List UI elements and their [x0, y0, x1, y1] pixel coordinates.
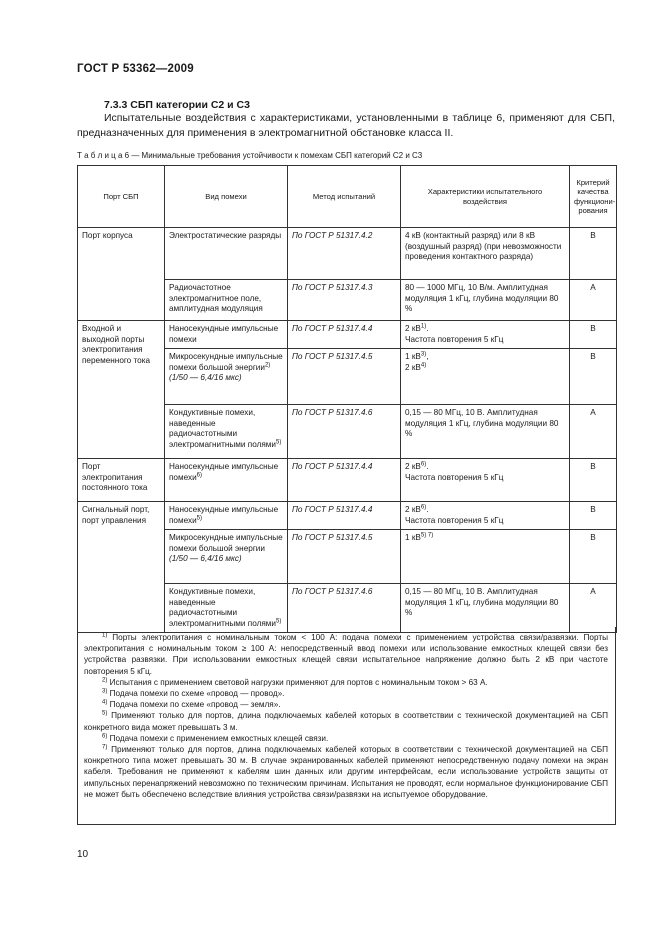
section-title: 7.3.3 СБП категории С2 и С3: [104, 99, 250, 111]
port-cell: Сигнальный порт, порт управления: [78, 502, 165, 633]
requirements-table: [77, 165, 617, 633]
criterion-cell: В: [570, 502, 617, 530]
footnote-ref: 6): [420, 504, 427, 511]
characteristics-cell: 80 — 1000 МГц, 10 В/м. Амплитудная модуляция 1 кГц, глубина модуляции 80 %: [401, 280, 570, 321]
type-text: Кондуктивные помехи, наведенные радиочастотными электромагнитными полями: [169, 408, 276, 449]
criterion-cell: В: [570, 530, 617, 584]
footnote-mark: 7): [102, 744, 108, 751]
footnote-text: Применяют только для портов, длина подключаемых кабелей которых в соответствии с технической документацией на СБП конкретного типа может превышать 30 м. В случае экранированных кабелей применяют непосредственную подачу помехи на экран кабеля. Требования не применяют к кабелям шин данных или другим интерфейсам, если использование устройств защиты от импульсных перенапряжений невозможно по техническим причинам. Испытания не проводят, если нормальное функционирование СБП не может быть обеспечено вследствие влияния устройства связи/развязки на испытуемое оборудование.: [84, 745, 608, 799]
header-method: Метод испытаний: [288, 166, 401, 228]
footnote-ref: 4): [420, 361, 427, 368]
table-row: [78, 321, 617, 349]
interference-type-cell: [165, 405, 288, 459]
test-level: 2 кВ: [405, 362, 421, 372]
characteristics-cell: 2 $кВ^{6)}$. Частота повторения 5 кГц: [401, 502, 570, 530]
criterion-cell: А: [570, 405, 617, 459]
characteristics-cell: [401, 530, 570, 584]
type-text: Наносекундные импульсные помехи: [169, 505, 279, 525]
intro-paragraph: Испытательные воздействия с характеристиками, установленными в таблице 6, применяют для СБП, предназначенных для применения в электромагнитной обстановке класса II.: [77, 112, 615, 139]
pulse-shape: (1/50 — 6,4/16 мкс): [169, 373, 242, 382]
method-cell: По ГОСТ Р 51317.4.3: [288, 280, 401, 321]
footnote-ref: 5): [275, 438, 282, 445]
footnote-mark: 2): [102, 677, 108, 684]
footnote-mark: 3): [102, 688, 108, 695]
table-header-row: [78, 166, 617, 228]
footnote-text: Подача помехи с применением емкостных клещей связи.: [109, 733, 329, 743]
criterion-cell: В: [570, 349, 617, 405]
criterion-cell: А: [570, 584, 617, 633]
characteristics-cell: 1 $кВ^{3)}$, 2 $кВ^{4)}$: [401, 349, 570, 405]
footnote-ref: 5) 7): [420, 532, 434, 539]
characteristics-cell: 2 $кВ^{6)}$. Частота повторения 5 кГц: [401, 459, 570, 502]
footnote-ref: 1): [420, 323, 427, 330]
footnote-ref: 6): [196, 471, 203, 478]
test-level: 1 кВ: [405, 533, 421, 542]
footnote: [84, 699, 608, 710]
interference-type-cell: Электростатические разряды: [165, 228, 288, 280]
footnote: [84, 677, 608, 688]
method-cell: По ГОСТ Р 51317.4.5: [288, 530, 401, 584]
port-cell: Входной и выходной порты электропитания переменного тока: [78, 321, 165, 459]
type-text: Микросекундные импульсные помехи большой энергии: [169, 533, 283, 553]
port-cell: Порт электропитания постоянного тока: [78, 459, 165, 502]
table-row: [78, 459, 617, 502]
footnote-ref: 6): [420, 461, 427, 468]
document-header: ГОСТ Р 53362—2009: [77, 63, 194, 75]
footnote: [84, 710, 608, 732]
table-row: [78, 502, 617, 530]
test-level: 2 кВ: [405, 324, 421, 333]
test-level: 1 кВ: [405, 352, 421, 361]
type-text: Наносекундные импульсные помехи: [169, 462, 279, 482]
footnote: [84, 688, 608, 699]
type-text: Микросекундные импульсные помехи большой энергии: [169, 352, 283, 372]
footnote-ref: 5): [196, 514, 203, 521]
method-cell: По ГОСТ Р 51317.4.6: [288, 405, 401, 459]
header-characteristics: Характеристики испытательного воздействия: [401, 166, 570, 228]
footnote-ref: 3): [420, 351, 427, 358]
footnote: [84, 744, 608, 800]
method-cell: По ГОСТ Р 51317.4.4: [288, 321, 401, 349]
interference-type-cell: [165, 530, 288, 584]
footnote-ref: 2): [264, 361, 271, 368]
test-level: 2 кВ: [405, 505, 421, 514]
footnote-text: Применяют только для портов, длина подключаемых кабелей которых в соответствии с технической документацией на СБП конкретного вида может превышать 3 м.: [84, 711, 608, 732]
footnotes: [84, 632, 608, 800]
method-cell: По ГОСТ Р 51317.4.4: [288, 459, 401, 502]
footnote-text: Испытания с применением световой нагрузки применяют для портов с номинальным током > 63 А.: [109, 677, 488, 687]
footnote-text: Подача помехи по схеме «провод — земля».: [109, 700, 281, 710]
method-cell: По ГОСТ Р 51317.4.5: [288, 349, 401, 405]
footnote-text: Подача помехи по схеме «провод — провод».: [109, 689, 285, 699]
test-level: 2 кВ: [405, 462, 421, 471]
criterion-cell: В: [570, 228, 617, 280]
method-cell: По ГОСТ Р 51317.4.4: [288, 502, 401, 530]
interference-type-cell: Наносекундные импульсные помехи: [165, 321, 288, 349]
footnote-text: Порты электропитания с номинальным током < 100 А: подача помехи с применением устройства связи/развязки. Порты электропитания с номинальным током ≥ 100 А: непосредственный ввод помехи или использование емкостных клещей связи без устройства развязки. При использовании емкостных клещей связи испытательное напряжение должно быть 2 кВ при частоте повторения 5 кГц.: [84, 633, 608, 676]
characteristics-cell: 0,15 — 80 МГц, 10 В. Амплитудная модуляция 1 кГц, глубина модуляции 80 %: [401, 405, 570, 459]
method-cell: По ГОСТ Р 51317.4.2: [288, 228, 401, 280]
criterion-cell: В: [570, 459, 617, 502]
interference-type-cell: [165, 584, 288, 633]
characteristics-cell: 2 $кВ^{1)}$. Частота повторения 5 кГц: [401, 321, 570, 349]
characteristics-cell: 0,15 — 80 МГц, 10 В. Амплитудная модуляция 1 кГц, глубина модуляции 80 %: [401, 584, 570, 633]
footnote: [84, 632, 608, 677]
port-cell: Порт корпуса: [78, 228, 165, 321]
interference-type-cell: Радиочастотное электромагнитное поле, амплитудная модуляция: [165, 280, 288, 321]
method-cell: По ГОСТ Р 51317.4.6: [288, 584, 401, 633]
page-number: 10: [77, 849, 89, 860]
repetition-rate: Частота повторения 5 кГц: [405, 515, 504, 525]
table-row: [78, 228, 617, 280]
header-port: Порт СБП: [78, 166, 165, 228]
footnote: [84, 733, 608, 744]
header-type: Вид помехи: [165, 166, 288, 228]
criterion-cell: В: [570, 321, 617, 349]
repetition-rate: Частота повторения 5 кГц: [405, 334, 504, 344]
footnote-mark: 4): [102, 699, 108, 706]
footnote-mark: 1): [102, 632, 108, 639]
footnote-mark: 5): [102, 710, 108, 717]
interference-type-cell: [165, 349, 288, 405]
footnote-ref: 5): [275, 617, 282, 624]
pulse-shape: (1/50 — 6,4/16 мкс): [169, 554, 242, 563]
interference-type-cell: [165, 502, 288, 530]
criterion-cell: А: [570, 280, 617, 321]
type-text: Кондуктивные помехи, наведенные радиочастотными электромагнитными полями: [169, 587, 276, 628]
characteristics-cell: 4 кВ (контактный разряд) или 8 кВ (воздушный разряд) (при невозможности проведения контактного разряда): [401, 228, 570, 280]
table-caption: Т а б л и ц а 6 — Минимальные требования устойчивости к помехам СБП категорий С2 и С3: [77, 151, 423, 160]
header-criterion: Критерий качества функциони-рования: [570, 166, 617, 228]
interference-type-cell: [165, 459, 288, 502]
repetition-rate: Частота повторения 5 кГц: [405, 472, 504, 482]
footnote-mark: 6): [102, 733, 108, 740]
